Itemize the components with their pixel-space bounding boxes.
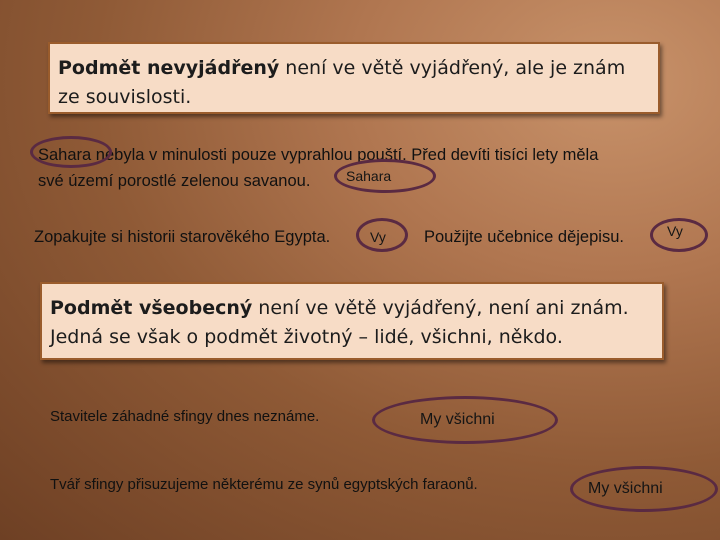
subject-tag-my-vsichni-1: My všichni (420, 411, 495, 428)
example-sentence-sphinx-face: Tvář sfingy přisuzujeme některému ze synů egyptských faraonů. (50, 476, 478, 493)
definition-box-general-subject (40, 282, 664, 360)
definition-text: není ve větě vyjádřený, ale je znám ze souvislosti. (58, 57, 626, 108)
highlight-oval-my-vsichni-1 (372, 396, 558, 444)
subject-tag-vy-2: Vy (667, 223, 683, 239)
example-sentence-sahara-line2: své území porostlé zelenou savanou. (38, 172, 311, 190)
subject-tag-vy-1: Vy (370, 229, 386, 245)
term-general-subject: Podmět všeobecný (50, 297, 253, 319)
highlight-oval-vy-2 (650, 218, 708, 252)
example-sentence-sphinx-builders: Stavitele záhadné sfingy dnes neznáme. (50, 408, 320, 425)
example-sentence-textbooks: Použijte učebnice dějepisu. (424, 228, 624, 246)
subject-tag-my-vsichni-2: My všichni (588, 480, 663, 497)
subject-tag-sahara: Sahara (346, 168, 392, 184)
example-sentence-egypt: Zopakujte si historii starověkého Egypta. (34, 228, 331, 246)
highlight-oval-vy-1 (356, 218, 408, 252)
highlight-oval-sahara-tag (334, 159, 436, 193)
definition-text: není ve větě vyjádřený, není ani znám. Jedná se však o podmět životný – lidé, všichni, někdo. (50, 297, 629, 348)
highlight-oval-sahara (30, 136, 112, 168)
definition-box-unexpressed-subject (48, 42, 660, 114)
highlight-oval-my-vsichni-2 (570, 466, 718, 512)
example-sentence-sahara-line1: Sahara nebyla v minulosti pouze vyprahlou pouští. Před devíti tisíci lety měla (38, 146, 599, 164)
term-unexpressed-subject: Podmět nevyjádřený (58, 57, 280, 79)
